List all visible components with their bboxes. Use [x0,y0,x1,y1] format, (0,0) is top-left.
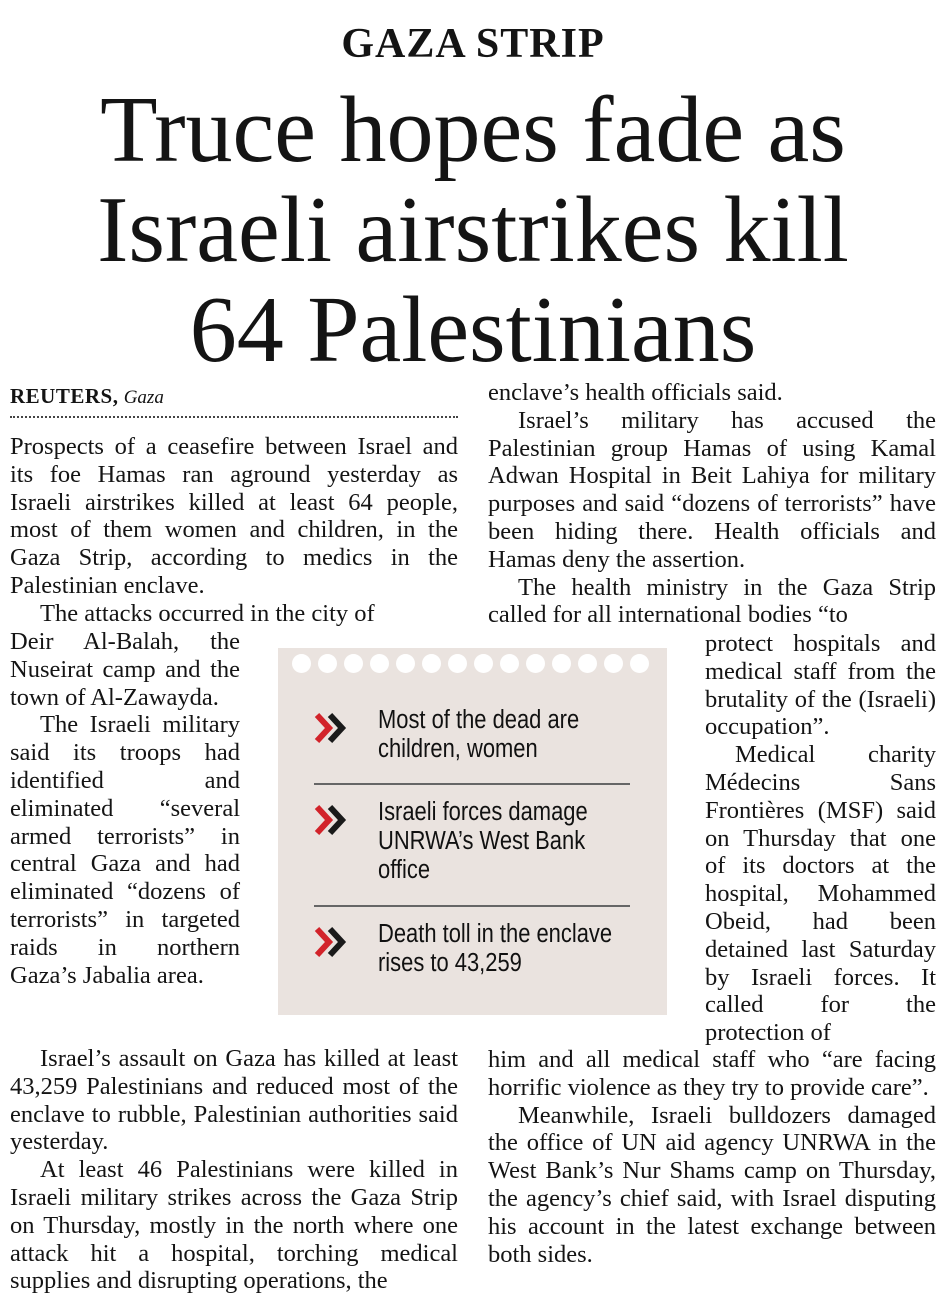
dotted-divider [10,416,458,418]
hole-decoration [318,654,337,673]
divider [314,905,630,907]
article-column-right [488,379,936,629]
headline-line: 64 Palestinians [189,278,757,382]
highlight-line: Most of the dead are [378,706,580,734]
chevron-right-icon [314,802,350,838]
chevron-right-icon [314,710,350,746]
highlight-text [378,798,602,885]
paragraph: Israel’s military has accused the Palestinian group Hamas of using Kamal Adwan Hospital in Beit Lahiya for military purposes and said “dozens of terrorists” have been hiding there. Health officials and Hamas deny the assertion. [488,406,936,573]
hole-decoration [500,654,519,673]
highlight-line: Israeli forces damage [378,798,588,826]
paragraph: him and all medical staff who “are facing horrific violence as they try to provide care”. [488,1046,936,1101]
paragraph: Prospects of a ceasefire between Israel and its foe Hamas ran aground yesterday as Israeli airstrikes killed at least 64 people, most of them women and children, in the Gaza Strip, according to medics in the Palestinian enclave. [10,433,458,599]
paragraph: Medical charity Médecins Sans Frontières (MSF) said on Thursday that one of its doctors at the hospital, Mohammed Obeid, had been detained last Saturday by Israeli forces. It called for the protection of [705,741,936,1047]
headline [0,80,946,380]
paragraph: enclave’s health officials said. [488,379,783,406]
hole-decoration [344,654,363,673]
highlight-line: UNRWA’s West Bank [378,827,586,855]
hole-decoration [578,654,597,673]
notepad-holes [292,654,652,676]
section-kicker: GAZA STRIP [341,21,605,67]
paragraph: Meanwhile, Israeli bulldozers damaged the office of UN aid agency UNRWA in the West Bank’s Nur Shams camp on Thursday, the agency’s chief said, with Israel disputing his account in the latest exchange between both sides. [488,1101,936,1268]
highlight-line: children, women [378,735,538,763]
byline-agency: REUTERS, [10,384,119,408]
hole-decoration [604,654,623,673]
paragraph: The attacks occurred in the city of [40,599,375,627]
hole-decoration [526,654,545,673]
paragraph: The health ministry in the Gaza Strip called for all international bodies “to [488,573,936,629]
paragraph: The Israeli military said its troops had identified and eliminated “several armed terrorists” in central Gaza and had eliminated “dozens of terrorists” in targeted raids in northern Gaza’s Jabalia area. [10,711,240,989]
paragraph: Israel’s assault on Gaza has killed at least 43,259 Palestinians and reduced most of the enclave to rubble, Palestinian authorities said yesterday. [10,1045,458,1156]
article-column-right-lower [488,1046,936,1268]
paragraph: At least 46 Palestinians were killed in Israeli military strikes across the Gaza Strip on Thursday, mostly in the north where one attack hit a hospital, torching medical supplies and disrupting operations, the [10,1156,458,1295]
headline-line: Israeli airstrikes kill [97,178,849,282]
hole-decoration [396,654,415,673]
byline-place: Gaza [123,387,164,408]
hole-decoration [370,654,389,673]
hole-decoration [630,654,649,673]
byline [10,384,164,409]
paragraph: protect hospitals and medical staff from the brutality of the (Israeli) occupation”. [705,630,936,741]
hole-decoration [422,654,441,673]
paragraph: Deir Al-Balah, the Nuseirat camp and the town of Al-Zawayda. [10,628,240,711]
highlight-line: Death toll in the enclave [378,920,613,948]
article-column-left-lower [10,1045,458,1295]
highlight-text [378,706,602,764]
highlight-text [378,920,613,978]
article-wrap-right [705,630,936,1047]
hole-decoration [292,654,311,673]
hole-decoration [474,654,493,673]
chevron-right-icon [314,924,350,960]
hole-decoration [552,654,571,673]
hole-decoration [448,654,467,673]
article-wrap-left [10,628,240,989]
article-column-left [10,433,458,628]
headline-line: Truce hopes fade as [100,78,846,182]
highlights-box [278,648,667,1015]
divider [314,783,630,785]
highlight-line: office [378,856,431,884]
highlight-line: rises to 43,259 [378,949,522,977]
